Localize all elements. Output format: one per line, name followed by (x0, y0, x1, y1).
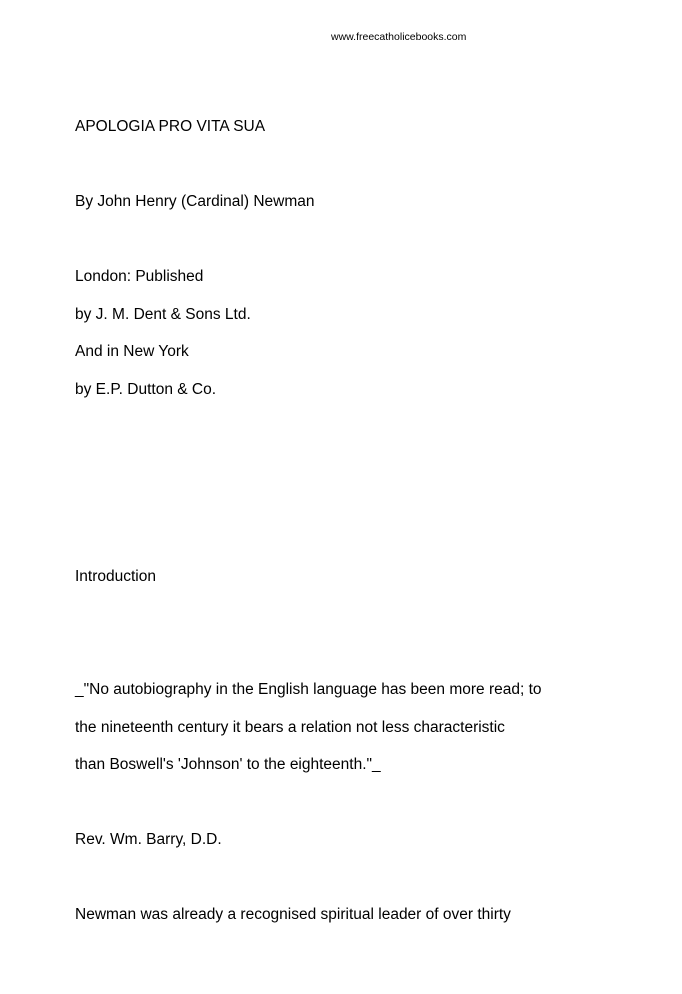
introduction-heading: Introduction (75, 568, 156, 585)
book-title: APOLOGIA PRO VITA SUA (75, 118, 266, 135)
quote-line-1: _"No autobiography in the English language has been more read; to (75, 681, 542, 698)
quote-attribution: Rev. Wm. Barry, D.D. (75, 831, 222, 848)
publication-line-1: London: Published (75, 268, 204, 285)
header-url: www.freecatholicebooks.com (331, 31, 467, 43)
publication-line-2: by J. M. Dent & Sons Ltd. (75, 306, 251, 323)
publication-line-3: And in New York (75, 343, 189, 360)
quote-line-3: than Boswell's 'Johnson' to the eighteenth."_ (75, 756, 381, 773)
quote-line-2: the nineteenth century it bears a relation not less characteristic (75, 719, 505, 736)
publication-line-4: by E.P. Dutton & Co. (75, 381, 217, 398)
body-paragraph-start: Newman was already a recognised spiritual leader of over thirty (75, 906, 511, 923)
author-line: By John Henry (Cardinal) Newman (75, 193, 315, 210)
